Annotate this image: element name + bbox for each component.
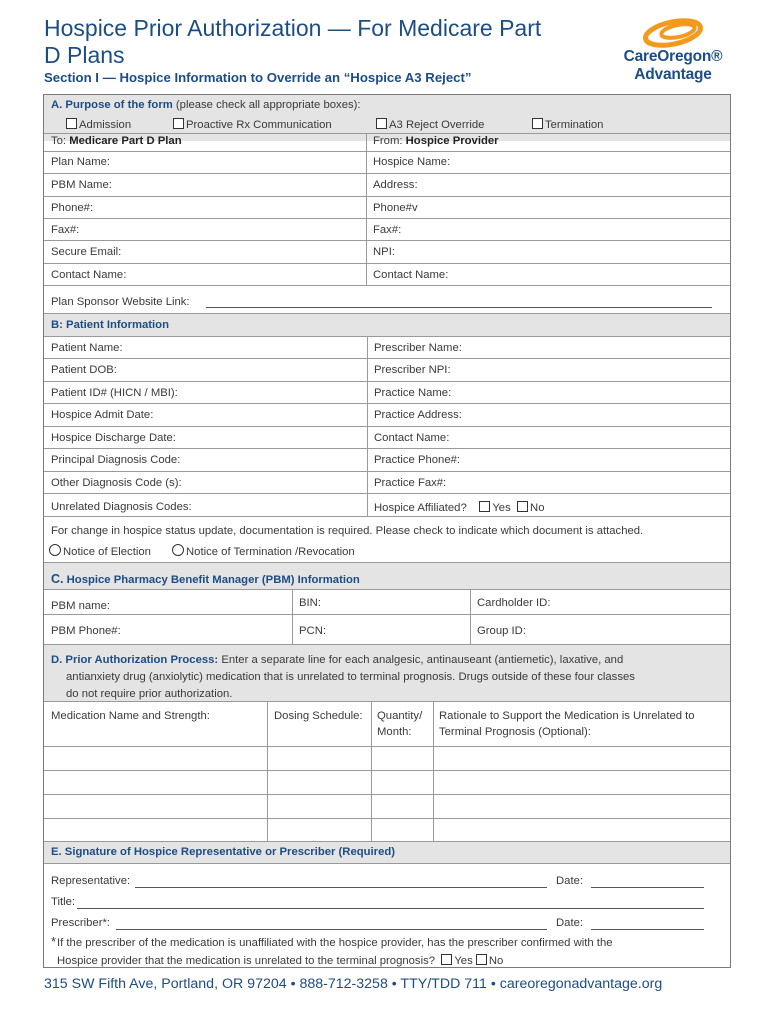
c-row-2 xyxy=(44,614,730,644)
med-row-line xyxy=(44,746,730,747)
patient-dob-field[interactable]: Patient DOB: xyxy=(51,364,117,376)
col-quantity-1: Quantity/ xyxy=(377,710,423,722)
section-b-header xyxy=(44,313,730,336)
authorization-form xyxy=(43,94,731,968)
med-row-line xyxy=(44,794,730,795)
fax-field[interactable]: Fax#: xyxy=(51,224,80,236)
section-d-heading: D. Prior Authorization Process: xyxy=(51,654,219,666)
prescriber-npi-field[interactable]: Prescriber NPI: xyxy=(374,364,451,376)
from-cell xyxy=(366,135,730,152)
section-e-header xyxy=(44,841,730,863)
b-row xyxy=(44,358,730,381)
b-row xyxy=(44,448,730,471)
section-c-title xyxy=(51,572,360,586)
hospice-admit-date-field[interactable]: Hospice Admit Date: xyxy=(51,409,154,421)
doc-option-termination[interactable] xyxy=(172,544,355,558)
col-rationale-1: Rationale to Support the Medication is Unrelated to xyxy=(439,710,695,722)
prescriber-input[interactable] xyxy=(116,929,547,930)
col-quantity-2: Month: xyxy=(377,726,412,738)
section-subtitle: Section I — Hospice Information to Override an “Hospice A3 Reject” xyxy=(44,70,472,85)
a-row-4 xyxy=(44,218,730,240)
secure-email-field[interactable]: Secure Email: xyxy=(51,246,122,258)
purpose-termination-label: Termination xyxy=(545,119,604,131)
website-label: Plan Sponsor Website Link: xyxy=(51,296,190,308)
pcn-field[interactable]: PCN: xyxy=(299,625,326,637)
npi-field[interactable]: NPI: xyxy=(373,246,395,258)
logo-mark-icon xyxy=(612,16,734,50)
purpose-admission[interactable] xyxy=(66,118,131,131)
practice-address-field[interactable]: Practice Address: xyxy=(374,409,462,421)
a-row-1 xyxy=(44,151,730,173)
website-row xyxy=(44,285,730,313)
logo-text-careoregon: CareOregon® xyxy=(623,48,723,65)
section-a-heading-note: (please check all appropriate boxes): xyxy=(175,99,361,111)
representative-input[interactable] xyxy=(135,887,547,888)
careoregon-logo xyxy=(612,16,734,86)
plan-name-field[interactable]: Plan Name: xyxy=(51,156,111,168)
radio[interactable] xyxy=(172,544,184,556)
section-d-text3: do not require prior authorization. xyxy=(66,688,233,700)
title-input[interactable] xyxy=(77,908,704,909)
status-doc-row xyxy=(44,516,730,562)
med-row-line xyxy=(44,818,730,819)
rep-date-label: Date: xyxy=(556,875,584,887)
purpose-admission-label: Admission xyxy=(79,119,132,131)
practice-fax-field[interactable]: Practice Fax#: xyxy=(374,477,447,489)
representative-label: Representative: xyxy=(51,875,131,887)
pbm-name-field[interactable]: PBM Name: xyxy=(51,179,112,191)
prescriber-confirm-no-label: No xyxy=(488,955,504,967)
a-row-3 xyxy=(44,196,730,218)
b-row xyxy=(44,381,730,403)
footer-contact: 315 SW Fifth Ave, Portland, OR 97204 • 888-712-3258 • TTY/TDD 711 • careoregonadvantage.org xyxy=(44,976,663,992)
divider xyxy=(371,702,372,841)
to-cell xyxy=(44,135,366,152)
b-row xyxy=(44,426,730,448)
section-d-text2: antianxiety drug (anxiolytic) medication that is unrelated to terminal prognosis. Drugs outside of these four classes xyxy=(66,671,635,683)
medication-table xyxy=(44,701,730,841)
to-value: Medicare Part D Plan xyxy=(69,135,182,147)
hospice-phone-field[interactable]: Phone#v xyxy=(373,202,418,214)
footnote-line2-row xyxy=(57,954,503,967)
footnote-mark: * xyxy=(51,934,57,949)
presc-date-label: Date: xyxy=(556,917,584,929)
checkbox[interactable] xyxy=(173,118,184,129)
principal-diagnosis-field[interactable]: Principal Diagnosis Code: xyxy=(51,454,181,466)
bin-field[interactable]: BIN: xyxy=(299,597,321,609)
section-d-header xyxy=(44,644,730,701)
group-id-field[interactable]: Group ID: xyxy=(477,625,526,637)
affiliated-no-checkbox[interactable] xyxy=(517,501,528,512)
b-row xyxy=(44,336,730,358)
col-dosing: Dosing Schedule: xyxy=(274,710,363,722)
hospice-name-field[interactable]: Hospice Name: xyxy=(373,156,451,168)
prescriber-confirm-no-checkbox[interactable] xyxy=(476,954,487,965)
address-field[interactable]: Address: xyxy=(373,179,418,191)
other-diagnosis-field[interactable]: Other Diagnosis Code (s): xyxy=(51,477,182,489)
a-row-5 xyxy=(44,240,730,263)
section-d-line1 xyxy=(51,654,623,666)
hospice-affiliated-label: Hospice Affiliated? xyxy=(374,502,467,514)
med-row-line xyxy=(44,770,730,771)
logo-text-advantage: Advantage xyxy=(634,66,712,83)
section-b-heading: B: Patient Information xyxy=(51,319,169,331)
from-value: Hospice Provider xyxy=(405,135,499,147)
doc-option-termination-label: Notice of Termination /Revocation xyxy=(186,546,355,558)
section-c-header xyxy=(44,562,730,589)
section-a-title xyxy=(51,99,361,111)
contact-name-field[interactable]: Contact Name: xyxy=(51,269,127,281)
section-d-text1: Enter a separate line for each analgesic, antinauseant (antiemetic), laxative, and xyxy=(221,654,624,666)
affiliated-yes-checkbox[interactable] xyxy=(479,501,490,512)
checkbox[interactable] xyxy=(376,118,387,129)
section-e-heading: E. Signature of Hospice Representative or Prescriber (Required) xyxy=(51,846,396,858)
from-label: From: xyxy=(373,135,403,147)
pbm-name-c-field[interactable]: PBM name: xyxy=(51,600,111,612)
cardholder-id-field[interactable]: Cardholder ID: xyxy=(477,597,551,609)
affiliated-no-label: No xyxy=(530,502,545,514)
purpose-a3-reject-label: A3 Reject Override xyxy=(389,119,485,131)
section-a-heading: A. Purpose of the form xyxy=(51,99,173,111)
section-c-heading: Hospice Pharmacy Benefit Manager (PBM) Information xyxy=(66,574,360,586)
status-note: For change in hospice status update, documentation is required. Please check to indicate which document is attached. xyxy=(51,525,644,537)
practice-phone-field[interactable]: Practice Phone#: xyxy=(374,454,461,466)
rep-date-input[interactable] xyxy=(591,887,704,888)
practice-name-field[interactable]: Practice Name: xyxy=(374,387,452,399)
patient-name-field[interactable]: Patient Name: xyxy=(51,342,123,354)
b-row xyxy=(44,471,730,493)
affiliated-yes-label: Yes xyxy=(492,502,511,514)
prescriber-confirm-yes-checkbox[interactable] xyxy=(441,954,452,965)
b-row xyxy=(44,493,730,516)
checkbox[interactable] xyxy=(66,118,77,129)
doc-option-election-label: Notice of Election xyxy=(63,546,151,558)
title-label: Title: xyxy=(51,896,76,908)
doc-option-election[interactable] xyxy=(49,544,151,558)
phone-field[interactable]: Phone#: xyxy=(51,202,94,214)
divider xyxy=(267,702,268,841)
hospice-fax-field[interactable]: Fax#: xyxy=(373,224,402,236)
a-row-6 xyxy=(44,263,730,285)
hospice-contact-name-field[interactable]: Contact Name: xyxy=(373,269,449,281)
col-rationale-2: Terminal Prognosis (Optional): xyxy=(439,726,591,738)
b-contact-name-field[interactable]: Contact Name: xyxy=(374,432,450,444)
section-c-prefix: C. xyxy=(51,572,64,586)
to-label: To: xyxy=(51,135,67,147)
to-from-row xyxy=(44,133,730,151)
purpose-termination[interactable] xyxy=(532,118,603,131)
purpose-a3-reject[interactable] xyxy=(376,118,484,131)
hospice-discharge-date-field[interactable]: Hospice Discharge Date: xyxy=(51,432,176,444)
c-row-1 xyxy=(44,589,730,614)
prescriber-confirm-yes-label: Yes xyxy=(454,955,473,967)
footnote-line2: Hospice provider that the medication is unrelated to the terminal prognosis? xyxy=(57,955,436,967)
prescriber-name-field[interactable]: Prescriber Name: xyxy=(374,342,462,354)
page-title: Hospice Prior Authorization — For Medicare Part D Plans xyxy=(44,15,542,68)
a-row-2 xyxy=(44,173,730,196)
b-row xyxy=(44,403,730,426)
divider xyxy=(433,702,434,841)
purpose-proactive-rx[interactable] xyxy=(173,118,332,131)
signature-block xyxy=(44,863,730,968)
unrelated-diagnosis-field[interactable]: Unrelated Diagnosis Codes: xyxy=(51,501,192,513)
col-medication: Medication Name and Strength: xyxy=(51,710,210,722)
presc-date-input[interactable] xyxy=(591,929,704,930)
website-input[interactable] xyxy=(206,307,712,308)
footnote-line1: If the prescriber of the medication is unaffiliated with the hospice provider, has the prescriber confirmed with the xyxy=(57,937,613,949)
checkbox[interactable] xyxy=(532,118,543,129)
prescriber-label: Prescriber*: xyxy=(51,917,111,929)
pbm-phone-field[interactable]: PBM Phone#: xyxy=(51,625,121,637)
patient-id-field[interactable]: Patient ID# (HICN / MBI): xyxy=(51,387,178,399)
radio[interactable] xyxy=(49,544,61,556)
purpose-proactive-rx-label: Proactive Rx Communication xyxy=(186,119,332,131)
